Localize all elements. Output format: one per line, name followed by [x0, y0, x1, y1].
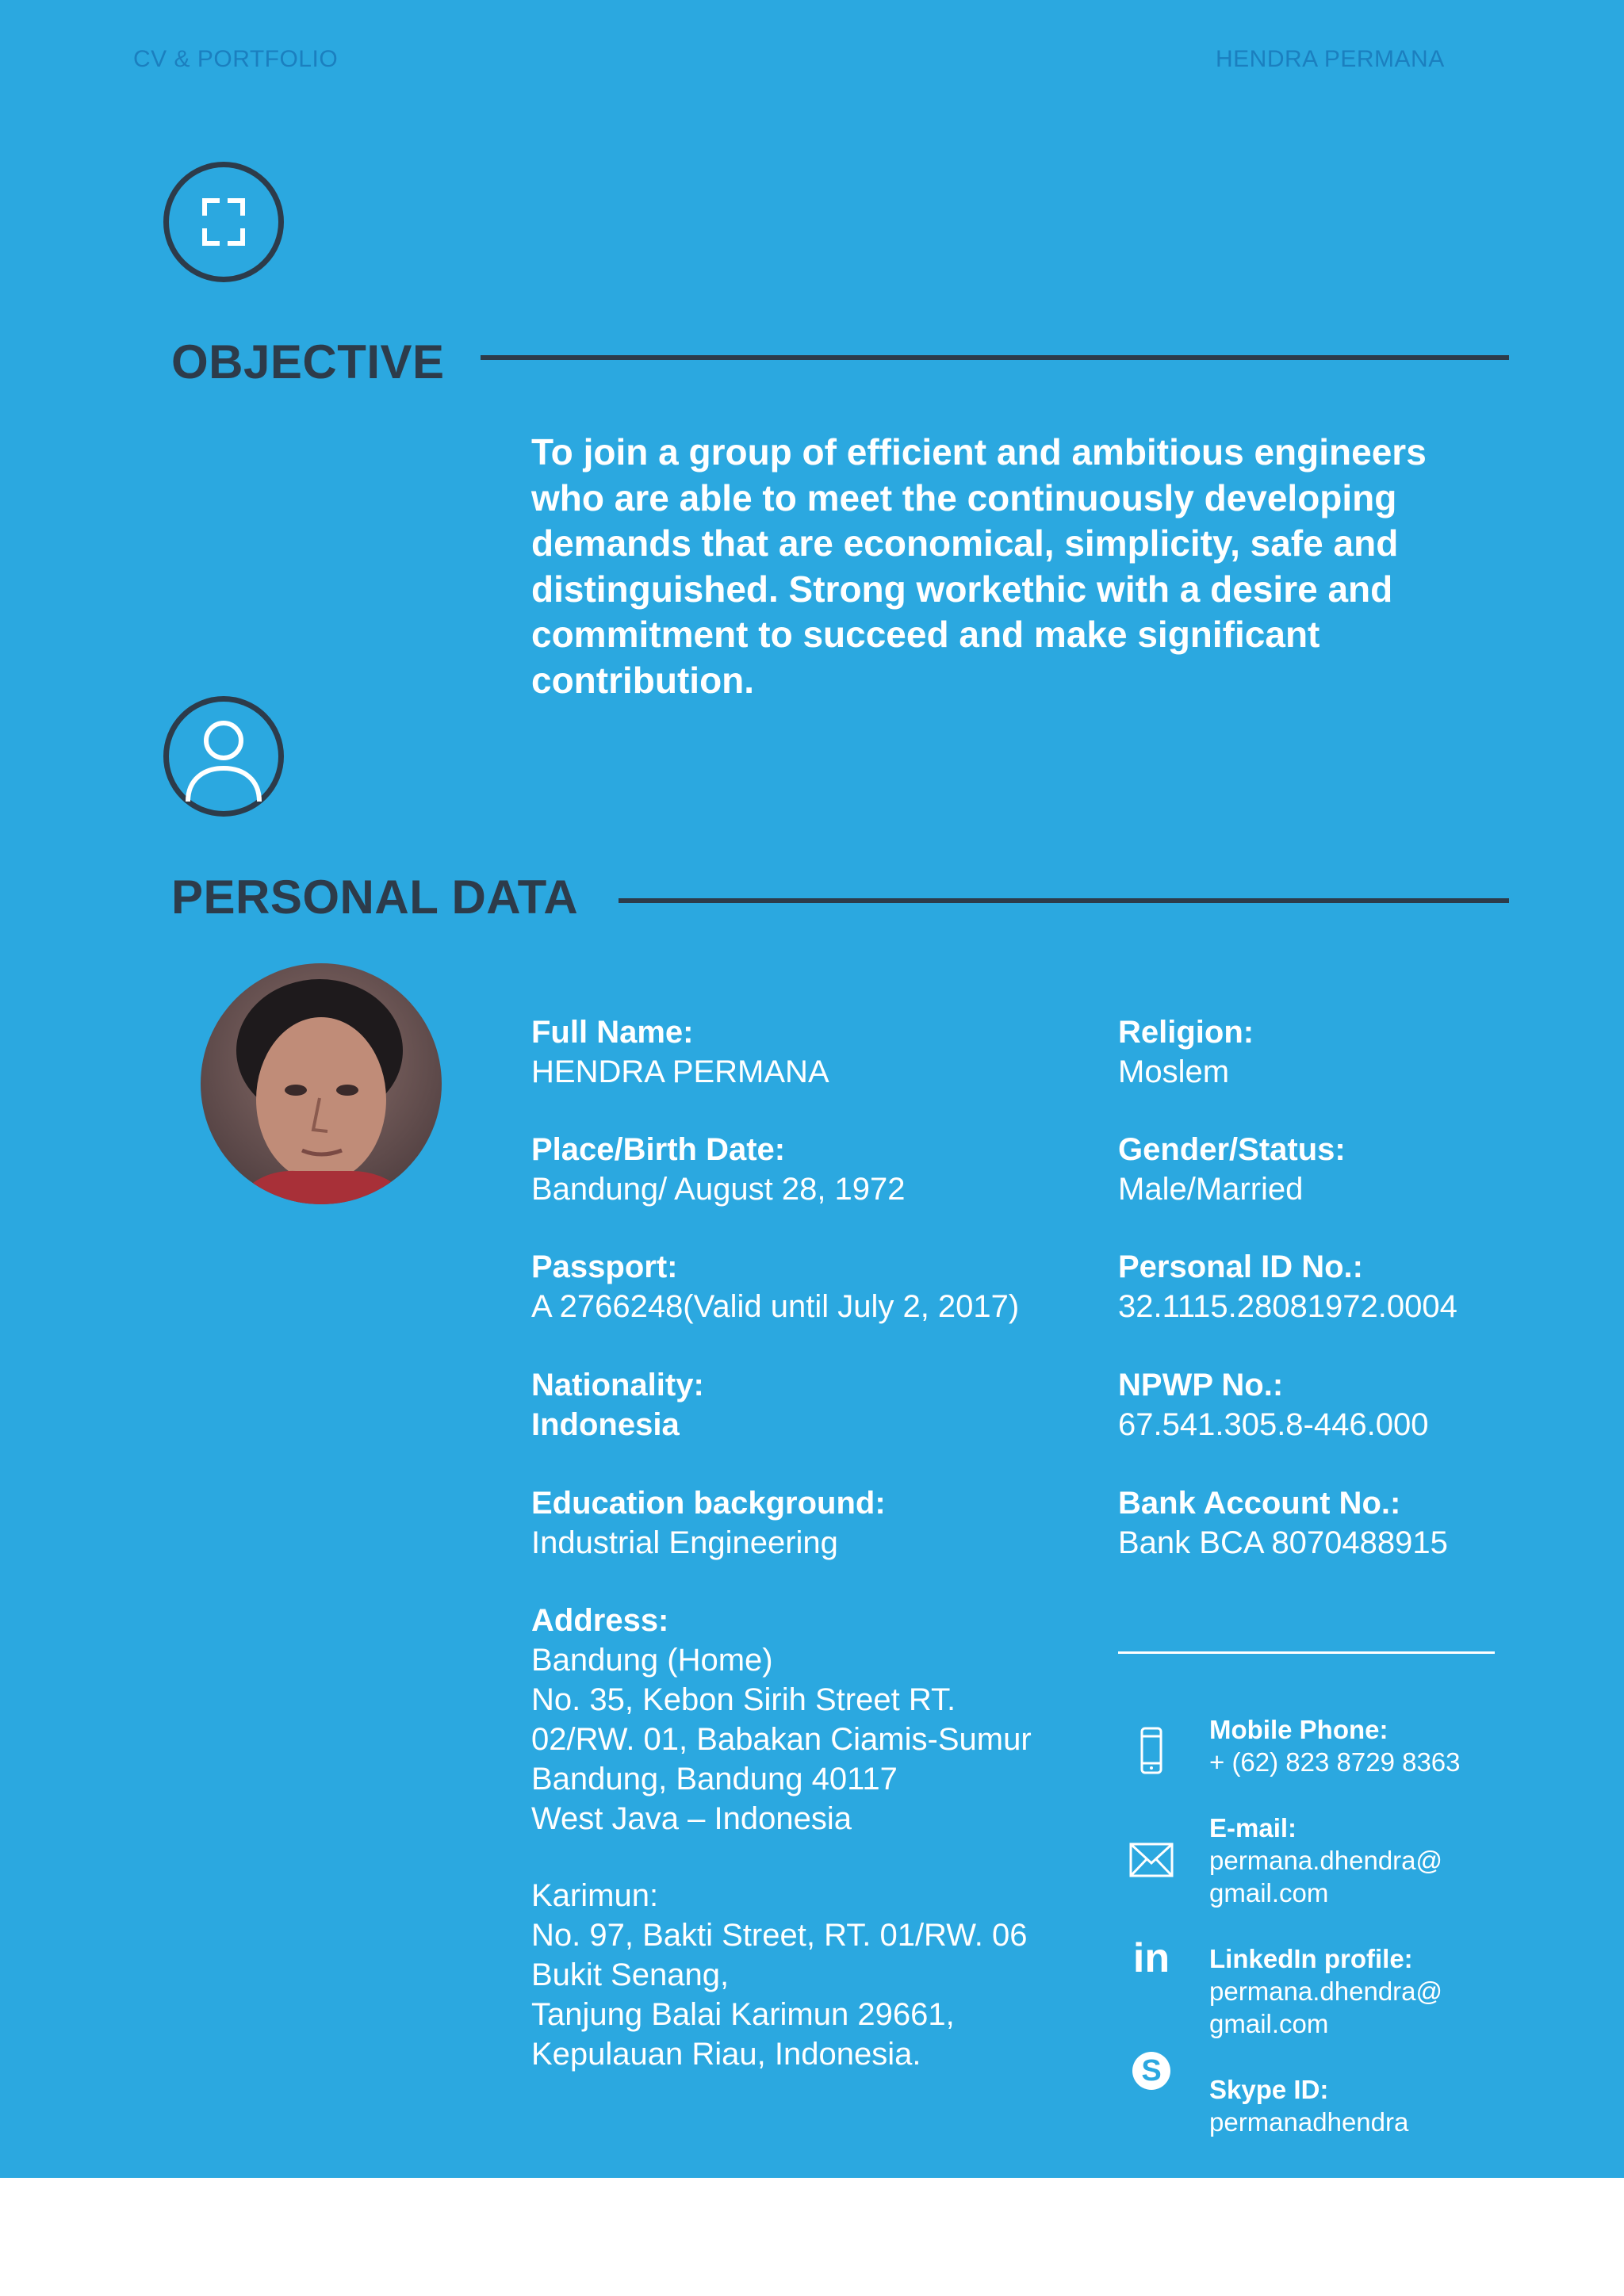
- contact-label: E-mail:: [1209, 1813, 1297, 1843]
- address-line: Bandung (Home): [531, 1643, 773, 1678]
- field-education: [531, 1483, 886, 1563]
- contact-skype: [1209, 2073, 1408, 2138]
- phone-icon: [1128, 1727, 1175, 1774]
- address-line: Bandung, Bandung 40117: [531, 1762, 898, 1797]
- contact-value[interactable]: permana.dhendra@: [1209, 1976, 1443, 2006]
- field-bank-account: [1118, 1483, 1448, 1563]
- objective-line: demands that are economical, simplicity, safe and: [531, 522, 1399, 564]
- field-nationality: [531, 1365, 704, 1445]
- address-line: West Java – Indonesia: [531, 1801, 852, 1836]
- contacts-divider: [1118, 1651, 1495, 1654]
- field-religion: [1118, 1012, 1254, 1092]
- field-label: Religion:: [1118, 1015, 1254, 1050]
- objective-line: who are able to meet the continuously developing: [531, 476, 1397, 519]
- personal-data-title: PERSONAL DATA: [171, 871, 579, 924]
- address-line: Tanjung Balai Karimun 29661,: [531, 1997, 955, 2032]
- field-value: Male/Married: [1118, 1172, 1304, 1207]
- objective-line: contribution.: [531, 659, 755, 701]
- objective-line: To join a group of efficient and ambitious engineers: [531, 431, 1427, 473]
- address-line: 02/RW. 01, Babakan Ciamis-Sumur: [531, 1722, 1032, 1757]
- field-label: Place/Birth Date:: [531, 1132, 786, 1167]
- field-value: 32.1115.28081972.0004: [1118, 1289, 1457, 1324]
- contact-value[interactable]: + (62) 823 8729 8363: [1209, 1747, 1461, 1777]
- contact-value[interactable]: gmail.com: [1209, 1878, 1329, 1908]
- field-label: Passport:: [531, 1249, 678, 1284]
- profile-photo: [201, 963, 442, 1204]
- field-label: Full Name:: [531, 1015, 694, 1050]
- personal-data-divider: [619, 898, 1509, 903]
- contact-value[interactable]: permanadhendra: [1209, 2107, 1409, 2137]
- skype-icon: S: [1132, 2052, 1170, 2090]
- field-full-name: [531, 1012, 829, 1092]
- field-value: HENDRA PERMANA: [531, 1054, 829, 1089]
- objective-line: distinguished. Strong workethic with a desire and: [531, 568, 1393, 610]
- address-line: No. 97, Bakti Street, RT. 01/RW. 06: [531, 1918, 1028, 1953]
- field-label: NPWP No.:: [1118, 1368, 1284, 1402]
- objective-text: [531, 430, 1562, 703]
- objective-line: commitment to succeed and make significant: [531, 614, 1320, 655]
- address-line: Bukit Senang,: [531, 1957, 730, 1992]
- linkedin-icon: in: [1132, 1935, 1170, 1981]
- contact-email: [1209, 1812, 1442, 1909]
- field-label: Personal ID No.:: [1118, 1249, 1363, 1284]
- field-value: Bandung/ August 28, 1972: [531, 1172, 906, 1207]
- header-right: HENDRA PERMANA: [1216, 46, 1445, 72]
- address-line: No. 35, Kebon Sirih Street RT.: [531, 1682, 956, 1717]
- objective-title: OBJECTIVE: [171, 335, 445, 388]
- header-left: CV & PORTFOLIO: [133, 46, 339, 72]
- field-value: A 2766248(Valid until July 2, 2017): [531, 1289, 1020, 1324]
- address-line: Karimun:: [531, 1878, 659, 1913]
- contact-label: Mobile Phone:: [1209, 1715, 1388, 1744]
- objective-divider: [481, 355, 1509, 360]
- contact-value[interactable]: permana.dhendra@: [1209, 1846, 1443, 1875]
- field-label: Address:: [531, 1603, 669, 1638]
- field-value: Industrial Engineering: [531, 1525, 838, 1560]
- envelope-icon: [1128, 1836, 1175, 1884]
- field-value: Indonesia: [531, 1407, 680, 1442]
- field-passport: [531, 1247, 1019, 1326]
- field-value: Bank BCA 8070488915: [1118, 1525, 1448, 1560]
- field-value: Moslem: [1118, 1054, 1230, 1089]
- field-npwp: [1118, 1365, 1428, 1445]
- field-personal-id: [1118, 1247, 1457, 1326]
- contact-linkedin: [1209, 1942, 1442, 2040]
- field-address: [531, 1601, 1032, 1839]
- field-gender-status: [1118, 1130, 1346, 1209]
- user-icon: [163, 696, 284, 817]
- field-label: Bank Account No.:: [1118, 1486, 1401, 1521]
- field-label: Nationality:: [531, 1368, 704, 1402]
- contact-label: Skype ID:: [1209, 2075, 1329, 2104]
- field-label: Education background:: [531, 1486, 886, 1521]
- address-line: Kepulauan Riau, Indonesia.: [531, 2037, 921, 2072]
- contact-label: LinkedIn profile:: [1209, 1944, 1413, 1973]
- field-address-karimun: [531, 1876, 1028, 2074]
- expand-icon: [163, 162, 284, 282]
- field-value: 67.541.305.8-446.000: [1118, 1407, 1429, 1442]
- field-birth: [531, 1130, 906, 1209]
- contact-mobile: [1209, 1713, 1461, 1778]
- field-label: Gender/Status:: [1118, 1132, 1346, 1167]
- contact-value[interactable]: gmail.com: [1209, 2009, 1329, 2038]
